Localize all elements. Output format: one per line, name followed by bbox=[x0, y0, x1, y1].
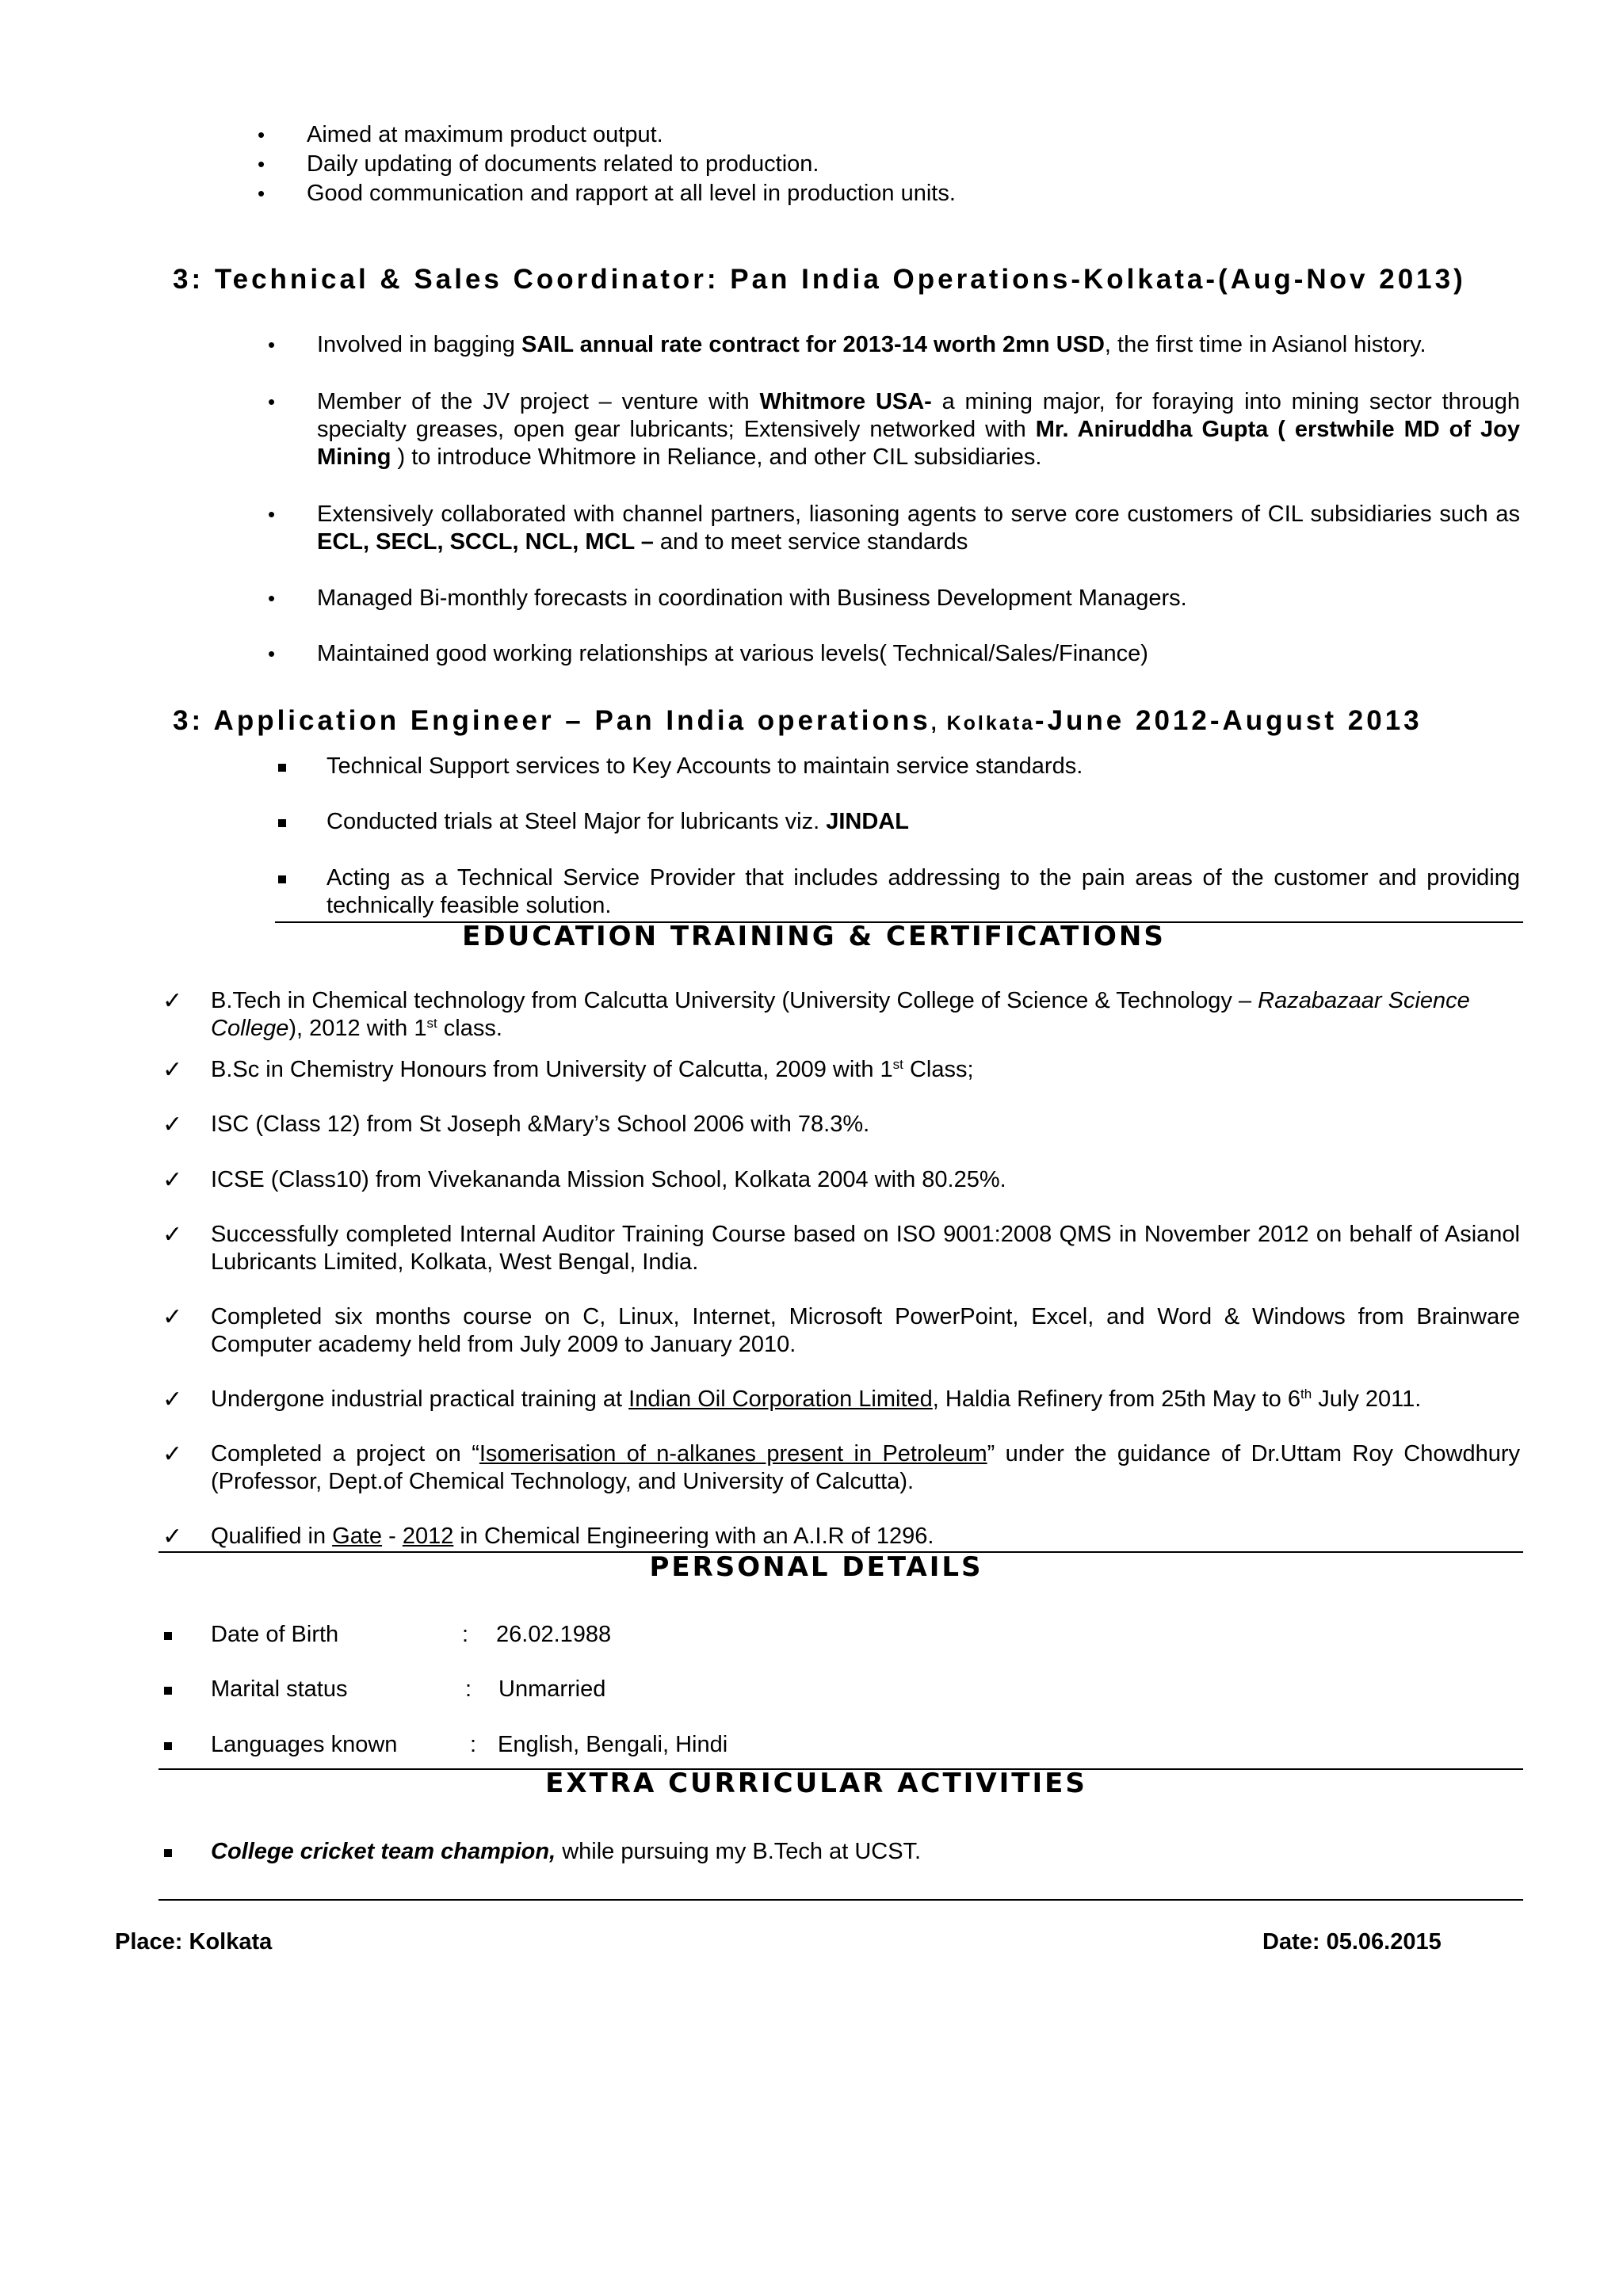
edu-bsc-sup: st bbox=[892, 1057, 903, 1072]
bullet-icon: • bbox=[258, 152, 265, 176]
top-bullet-1: Aimed at maximum product output. bbox=[307, 122, 663, 147]
edu-btech-year: ), 2012 with 1 bbox=[288, 1016, 427, 1041]
edu-bsc-end: Class; bbox=[903, 1057, 974, 1082]
edu-bsc-text: B.Sc in Chemistry Honours from University of Calcutta, 2009 with 1 bbox=[211, 1057, 893, 1082]
checkmark-icon: ✓ bbox=[162, 1523, 183, 1550]
edu-btech-college: Razabazaar Science College bbox=[211, 988, 1470, 1041]
role-heading-application-engineer bbox=[173, 705, 1423, 737]
square-bullet-icon bbox=[164, 1684, 172, 1699]
edu-item-bsc bbox=[211, 1056, 974, 1084]
coord-b2-text: Member of the JV project – venture with bbox=[317, 389, 760, 414]
coord-bullet-1 bbox=[317, 331, 1522, 359]
coord-b1-text: Involved in bagging bbox=[317, 332, 521, 357]
edu-btech-sup: st bbox=[426, 1016, 437, 1031]
project-link[interactable]: Isomerisation of n-alkanes present in Petroleum bbox=[479, 1441, 987, 1466]
coord-bullet-2 bbox=[317, 388, 1520, 471]
footer-date bbox=[1262, 1928, 1442, 1956]
extra-item-bold: College cricket team champion, bbox=[211, 1839, 556, 1864]
bullet-icon: • bbox=[258, 181, 265, 205]
coord-b2-bold1: Whitmore USA- bbox=[759, 389, 932, 414]
personal-sep-dob: : bbox=[462, 1622, 469, 1647]
edu-item-training bbox=[211, 1386, 1421, 1413]
gate-link[interactable]: Gate bbox=[332, 1524, 383, 1549]
footer-date-text: Date: 05.06.2015 bbox=[1262, 1929, 1442, 1955]
personal-value-dob: 26.02.1988 bbox=[496, 1622, 612, 1647]
checkmark-icon: ✓ bbox=[162, 1221, 183, 1249]
checkmark-icon: ✓ bbox=[162, 1440, 183, 1468]
footer-place-text: Place: Kolkata bbox=[115, 1929, 273, 1955]
personal-label-marital: Marital status bbox=[211, 1676, 348, 1702]
edu-item-icse: ICSE (Class10) from Vivekananda Mission School, Kolkata 2004 with 80.25%. bbox=[211, 1167, 1006, 1192]
coord-b3-bold: ECL, SECL, SCCL, NCL, MCL – bbox=[317, 529, 654, 555]
edu-item-gate bbox=[211, 1523, 934, 1550]
coord-b3-text: Extensively collaborated with channel partners, liasoning agents to serve core customers of CIL subsidiaries such as bbox=[317, 502, 1520, 527]
app-bullet-3: Acting as a Technical Service Provider that includes addressing to the pain areas of the customer and providing technically feasible solution. bbox=[327, 865, 1520, 918]
edu-training-sup: th bbox=[1300, 1386, 1312, 1402]
app-b2-text: Conducted trials at Steel Major for lubricants viz. bbox=[327, 809, 827, 834]
coord-b1-bold: SAIL annual rate contract for 2013-14 worth 2mn USD bbox=[521, 332, 1105, 357]
edu-training-end: July 2011. bbox=[1312, 1386, 1422, 1412]
personal-value-languages: English, Bengali, Hindi bbox=[498, 1732, 728, 1757]
coord-b2-mid: a mining major, for foraying into mining sector through specialty greases, open gear lubricants; Extensively networked with bbox=[317, 389, 1520, 442]
extra-section-title: EXTRA CURRICULAR ACTIVITIES bbox=[545, 1768, 1087, 1799]
iocl-link[interactable]: Indian Oil Corporation Limited bbox=[628, 1386, 933, 1412]
checkmark-icon: ✓ bbox=[162, 1111, 183, 1138]
extra-item-text: while pursuing my B.Tech at UCST. bbox=[556, 1839, 922, 1864]
edu-item-auditor: Successfully completed Internal Auditor Training Course based on ISO 9001:2008 QMS in November 2012 on behalf of Asianol Lubricants Limited, Kolkata, West Bengal, India. bbox=[211, 1222, 1520, 1275]
edu-gate-sep: - bbox=[382, 1524, 403, 1549]
edu-gate-post: in Chemical Engineering with an A.I.R of 1296. bbox=[453, 1524, 934, 1549]
personal-label-dob: Date of Birth bbox=[211, 1622, 339, 1647]
app-bullet-2 bbox=[327, 808, 909, 836]
coord-b1-post: , the first time in Asianol history. bbox=[1104, 332, 1426, 357]
square-bullet-icon bbox=[164, 1740, 172, 1754]
coord-bullet-5: Maintained good working relationships at various levels( Technical/Sales/Finance) bbox=[317, 641, 1148, 666]
checkmark-icon: ✓ bbox=[162, 1166, 183, 1194]
edu-item-btech bbox=[211, 987, 1518, 1043]
coord-b3-post: and to meet service standards bbox=[653, 529, 968, 555]
app-heading-location: , Kolkata bbox=[930, 712, 1035, 734]
bullet-icon: • bbox=[268, 390, 276, 414]
edu-item-project bbox=[211, 1440, 1520, 1496]
extra-item-cricket bbox=[211, 1838, 921, 1866]
personal-label-languages: Languages known bbox=[211, 1732, 398, 1757]
bullet-icon: • bbox=[258, 123, 265, 147]
personal-value-marital: Unmarried bbox=[498, 1676, 606, 1702]
personal-sep-marital: : bbox=[465, 1676, 472, 1702]
top-bullet-2: Daily updating of documents related to production. bbox=[307, 151, 819, 177]
edu-training-text: Undergone industrial practical training at bbox=[211, 1386, 629, 1412]
checkmark-icon: ✓ bbox=[162, 987, 183, 1015]
footer-place bbox=[115, 1928, 272, 1956]
edu-item-computer-course: Completed six months course on C, Linux, Internet, Microsoft PowerPoint, Excel, and Word & Windows from Brainware Computer academy held from July 2009 to January 2010. bbox=[211, 1304, 1520, 1357]
edu-training-mid: , Haldia Refinery from 25th May to 6 bbox=[932, 1386, 1300, 1412]
bullet-icon: • bbox=[268, 333, 276, 357]
bullet-icon: • bbox=[268, 642, 276, 666]
checkmark-icon: ✓ bbox=[162, 1303, 183, 1331]
section-divider bbox=[158, 1899, 1523, 1901]
personal-sep-languages: : bbox=[470, 1732, 477, 1757]
edu-btech-text: B.Tech in Chemical technology from Calcutta University (University College of Science & Technology – bbox=[211, 988, 1258, 1013]
role-heading-coordinator: 3: Technical & Sales Coordinator: Pan India Operations-Kolkata-(Aug-Nov 2013) bbox=[173, 264, 1466, 295]
square-bullet-icon bbox=[164, 1630, 172, 1644]
edu-btech-end: class. bbox=[437, 1016, 502, 1041]
coord-b2-post: ) to introduce Whitmore in Reliance, and other CIL subsidiaries. bbox=[391, 444, 1042, 470]
coord-b2-bold2: Mr. Aniruddha Gupta ( erstwhile MD of Joy Mining bbox=[317, 417, 1520, 470]
checkmark-icon: ✓ bbox=[162, 1386, 183, 1413]
personal-section-title: PERSONAL DETAILS bbox=[649, 1551, 983, 1583]
coord-bullet-4: Managed Bi-monthly forecasts in coordination with Business Development Managers. bbox=[317, 585, 1187, 611]
square-bullet-icon bbox=[164, 1847, 172, 1861]
edu-gate-text: Qualified in bbox=[211, 1524, 333, 1549]
bullet-icon: • bbox=[268, 502, 276, 526]
app-heading-title: 3: Application Engineer – Pan India operations bbox=[173, 705, 931, 736]
edu-project-text: Completed a project on “ bbox=[211, 1441, 479, 1466]
top-bullet-3: Good communication and rapport at all level in production units. bbox=[307, 181, 956, 206]
square-bullet-icon bbox=[278, 761, 286, 776]
bullet-icon: • bbox=[268, 586, 276, 610]
app-heading-dates: -June 2012-August 2013 bbox=[1034, 705, 1423, 736]
app-b2-bold: JINDAL bbox=[826, 809, 909, 834]
gate-year-link[interactable]: 2012 bbox=[402, 1524, 454, 1549]
education-section-title: EDUCATION TRAINING & CERTIFICATIONS bbox=[462, 921, 1166, 952]
square-bullet-icon bbox=[278, 817, 286, 831]
edu-project-post: ” under the guidance of Dr.Uttam Roy Chowdhury (Professor, Dept.of Chemical Technology, and University of Calcutta). bbox=[211, 1441, 1520, 1494]
coord-bullet-3 bbox=[317, 501, 1520, 556]
app-bullet-1: Technical Support services to Key Accounts to maintain service standards. bbox=[327, 753, 1083, 779]
edu-item-isc: ISC (Class 12) from St Joseph &Mary’s School 2006 with 78.3%. bbox=[211, 1112, 870, 1137]
square-bullet-icon bbox=[278, 873, 286, 887]
checkmark-icon: ✓ bbox=[162, 1056, 183, 1084]
